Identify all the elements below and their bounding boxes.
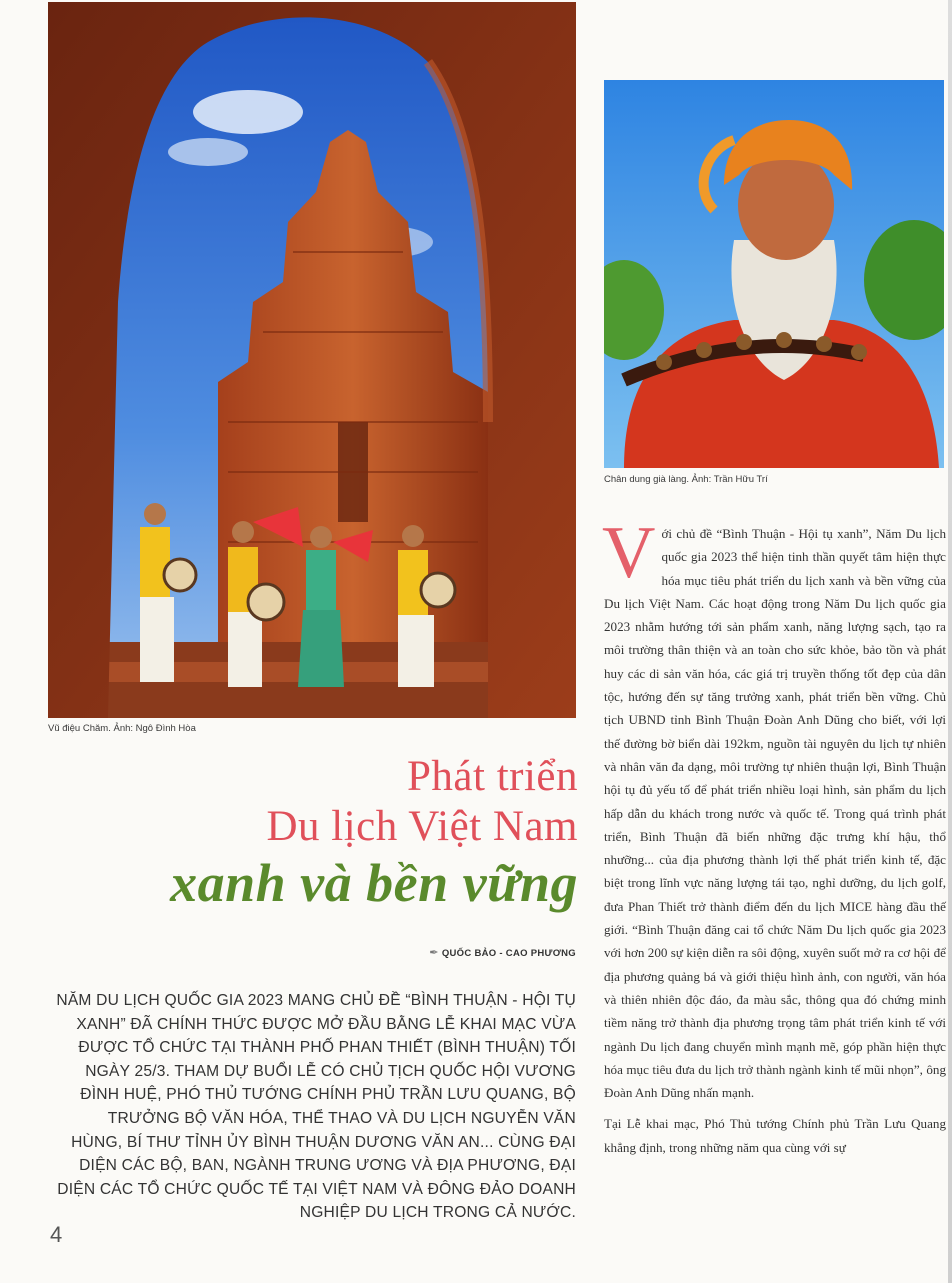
pen-icon: ✒ [429, 947, 439, 959]
portrait-photo-elder [604, 80, 944, 468]
portrait-photo-caption: Chân dung già làng. Ảnh: Trần Hữu Trí [604, 474, 768, 485]
body-paragraph-1 [602, 512, 946, 1104]
author-names: QUỐC BẢO - CAO PHƯƠNG [441, 948, 576, 959]
lead-paragraph: NĂM DU LỊCH QUỐC GIA 2023 MANG CHỦ ĐỀ “BÌNH THUẬN - HỘI TỤ XANH” ĐÃ CHÍNH THỨC ĐƯỢC MỞ ĐẦU BẰNG LỄ KHAI MẠC VỪA ĐƯỢC TỔ CHỨC TẠI THÀNH PHỐ PHAN THIẾT (BÌNH THUẬN) TỐI NGÀY 25/3. THAM DỰ BUỔI LỄ CÓ CHỦ TỊCH QUỐC HỘI VƯƠNG ĐÌNH HUỆ, PHÓ THỦ TƯỚNG CHÍNH PHỦ TRẦN LƯU QUANG, BỘ TRƯỞNG BỘ VĂN HÓA, THỂ THAO VÀ DU LỊCH NGUYỄN VĂN HÙNG, BÍ THƯ TỈNH ỦY BÌNH THUẬN DƯƠNG VĂN AN... CÙNG ĐẠI DIỆN CÁC BỘ, BAN, NGÀNH TRUNG ƯƠNG VÀ ĐỊA PHƯƠNG, ĐẠI DIỆN CÁC TỔ CHỨC QUỐC TẾ TẠI VIỆT NAM VÀ ĐÔNG ĐẢO DOANH NGHIỆP DU LỊCH TRONG CẢ NƯỚC. [56, 992, 576, 1222]
article-title [18, 752, 578, 914]
title-line-2: Du lịch Việt Nam [266, 803, 578, 850]
page-edge [948, 0, 952, 1283]
title-line-3: xanh và bền vững [170, 853, 578, 913]
page-number: 4 [50, 1222, 63, 1247]
body-paragraph-2: Tại Lễ khai mạc, Phó Thủ tướng Chính phủ Trần Lưu Quang khẳng định, trong những năm qua cùng với sự [604, 1116, 946, 1155]
article-body [602, 512, 946, 1167]
title-line-1: Phát triển [407, 753, 578, 800]
drop-cap: V [602, 512, 656, 594]
author-byline [429, 946, 576, 959]
main-photo-caption: Vũ điệu Chăm. Ảnh: Ngô Đình Hòa [48, 723, 196, 734]
body-paragraph-1-text: ới chủ đề “Bình Thuận - Hội tụ xanh”, Năm Du lịch quốc gia 2023 thể hiện tinh thần quyết tâm hiện thực hóa mục tiêu phát triển du lịch xanh và bền vững của Du lịch Việt Nam. Các hoạt động trong Năm Du lịch quốc gia 2023 nhằm hướng tới sản phẩm xanh, năng lượng sạch, tạo ra môi trường thân thiện và an toàn cho sức khỏe, bảo tồn và phát huy các di sản văn hóa, các giá trị truyền thống tốt đẹp của dân tộc, hướng đến sự tăng trưởng xanh, phát triển bền vững. Chủ tịch UBND tỉnh Bình Thuận Đoàn Anh Dũng cho biết, với lợi thế đường bờ biển dài 192km, nguồn tài nguyên du lịch tự nhiên và nhân văn đa dạng, môi trường tự nhiên thuận lợi, Bình Thuận hội tụ đủ yếu tố để phát triển nhiều loại hình, sản phẩm du lịch hấp dẫn du khách trong nước và quốc tế. Trong quá trình phát triển, Bình Thuận đã biến những đặc trưng khí hậu, thổ nhưỡng... của địa phương thành lợi thế phát triển kinh tế, đặc biệt trong lĩnh vực năng lượng tái tạo, nghỉ dưỡng, du lịch golf, đưa Phan Thiết trở thành điểm đến du lịch MICE hàng đầu thế giới. “Bình Thuận đăng cai tổ chức Năm Du lịch quốc gia 2023 với hơn 200 sự kiện diễn ra sôi động, xuyên suốt mở ra cơ hội để địa phương quảng bá và giới thiệu hình ảnh, con người, văn hóa và thiên nhiên độc đáo, đa màu sắc, thông qua đó chứng minh tiềm năng trở thành địa phương trọng tâm phát triển kinh tế với ngành Du lịch đang chuyển mình mạnh mẽ, góp phần hiện thực hóa mục tiêu đưa du lịch trở thành ngành kinh tế mũi nhọn”, ông Đoàn Anh Dũng nhấn mạnh. [604, 526, 946, 1101]
main-photo-cham-tower [48, 2, 576, 718]
